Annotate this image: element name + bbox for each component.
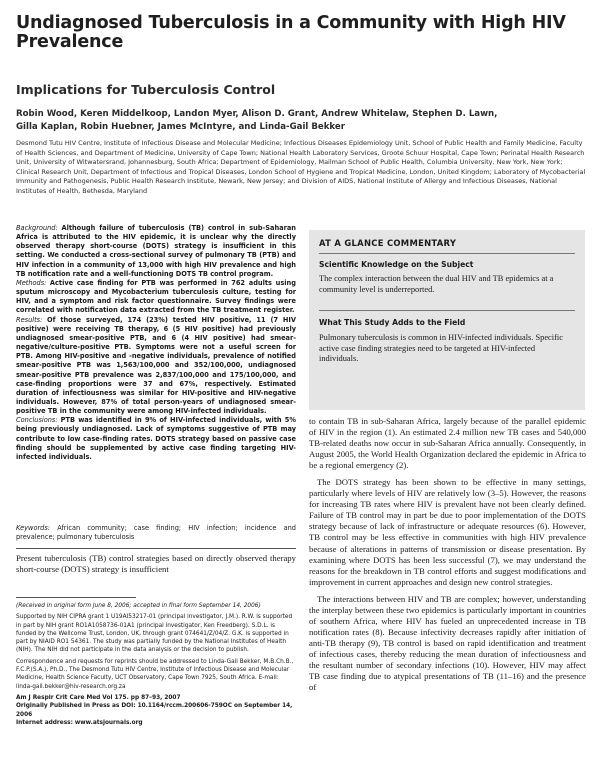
footnotes — [16, 602, 296, 727]
keywords-text: African community; case finding; HIV infection; incidence and prevalence; pulmonary tuberculosis — [16, 524, 296, 542]
methods-text: Active case finding for PTB was performed in 762 adults using sputum microscopy and Mycobacterium tuberculosis culture, testing for HIV, and a symptom and risk factor questionnaire. Survey findings were correlated with notification data extracted from the TB treatment register. — [16, 278, 296, 315]
at-a-glance-box — [309, 230, 585, 410]
glance-subheading-2: What This Study Adds to the Field — [319, 318, 466, 327]
abstract-methods — [16, 279, 296, 316]
body-paragraph-3: The interactions between HIV and TB are complex; however, understanding the interplay between these two epidemics is particularly important in countries of southern Africa, where HIV has fueled an unprecedented increase in TB notification rates (8). Because infectivity decreases rapidly after initiation of anti-TB therapy (9), TB control is based on rapid identification and treatment of infectious cases, thereby reducing the mean duration of infectiousness and the resultant number of secondary infections (10). However, HIV may affect TB case finding due to atypical presentations of TB (11–16) and the presence of — [309, 593, 586, 693]
glance-text-2: Pulmonary tuberculosis is common in HIV-infected individuals. Specific active case finding strategies need to be targeted at HIV-infected individuals. — [319, 333, 563, 364]
keywords — [16, 524, 296, 542]
abstract-conclusions — [16, 416, 296, 462]
glance-divider-1 — [319, 253, 575, 254]
abstract — [16, 224, 296, 462]
abstract-background — [16, 224, 296, 279]
footnote-divider — [16, 597, 136, 598]
funding-note: Supported by NIH CIPRA grant 1 U19AI53217-01 (principal investigator, J.M.). R.W. is supported in part by NIH grant RO1A1058736-01A1 (principal investigator, Ken Freedberg). S.D.L. is funded by the Wellcome Trust, London, UK, through grant 074641/Z/04/Z. G.K. is supported in part by NIAID RO1 54361. The study was partially funded by the National Institutes of Health (NIH). The NIH did not participate in the data analysis or the decision to publish. — [16, 614, 293, 654]
doi-note: Originally Published in Press as DOI: 10.1164/rccm.200606-759OC on September 14, 2006 — [16, 703, 293, 718]
divider-keywords — [16, 548, 296, 549]
keywords-label: Keywords: — [16, 524, 51, 532]
background-label: Background: — [16, 224, 58, 232]
glance-text-1: The complex interaction between the dual HIV and TB epidemics at a community level is underreported. — [319, 274, 554, 294]
journal-citation: Am J Respir Crit Care Med Vol 175. pp 87–93, 2007 — [16, 694, 181, 701]
body-paragraph-1: to contain TB in sub-Saharan Africa, largely because of the parallel epidemic of HIV in the region (1). An estimated 2.4 million new TB cases and 540,000 TB-related deaths now occur in sub-Saharan Africa annually. Consequently, in August 2005, the World Health Organization declared the epidemic in Africa to be a regional emergency (2). — [309, 416, 586, 471]
methods-label: Methods: — [16, 278, 47, 287]
glance-subheading-1: Scientific Knowledge on the Subject — [319, 260, 474, 269]
results-label: Results: — [16, 315, 43, 324]
glance-divider-2 — [319, 310, 575, 311]
results-text: Of those surveyed, 174 (23%) tested HIV positive, 11 (7 HIV positive) were receiving TB therapy, 6 (5 HIV positive) had previously undiagnosed smear-positive PTB, and 6 (4 HIV positive) had smear-negative/culture-positive PTB. Symptoms were not a useful screen for PTB. Among HIV-positive and -negative individuals, prevalence of notified smear-positive PTB was 1,563/100,000 and 352/100,000, undiagnosed smear-positive PTB prevalence was 2,837/100,000 and 175/100,000, and case-finding proportions were 37 and 67%, respectively. Estimated duration of infectiousness was similar for HIV-positive and HIV-negative individuals. However, 87% of total person-years of undiagnosed smear-positive TB in the community were among HIV-infected individuals. — [16, 315, 296, 416]
received-dates: (Received in original form June 8, 2006; accepted in final form September 14, 2006) — [16, 603, 261, 609]
body-paragraph-2: The DOTS strategy has been shown to be effective in many settings, particularly where levels of HIV are relatively low (3–5). However, the reasons for increasing TB rates where HIV is prevalent have not been clearly defined. Failure of TB control may in part be due to poor implementation of the DOTS strategy because of lack of infrastructure or adequate resources (6). However, TB control may be less effective in communities with high HIV prevalence because of alterations in patterns of transmission or disease presentation. By examining where DOTS has been less successful (7), we may understand the reasons for the breakdown in TB control efforts and suggest modifications and improvement in current approaches and design new control strategies. — [309, 477, 586, 587]
affiliations: Desmond Tutu HIV Centre, Institute of Infectious Disease and Molecular Medicine; Infectious Diseases Epidemiology Unit, School of Public Health and Family Medicine, Faculty of Health Sciences, and Department of Medicine, University of Cape Town; National Health Laboratory Services, Groote Schuur Hospital, Cape Town; Perinatal Health Research Unit, University of Witwatersrand, Johannesburg, South Africa; Department of Epidemiology, Mailman School of Public Health, Columbia University, New York, New York; Clinical Research Unit, Department of Infectious and Tropical Diseases, London School of Hygiene and Tropical Medicine, London, United Kingdom; Laboratory of Mycobacterial Immunity and Pathogenesis, Public Health Research Institute, Newark, New Jersey; and Division of AIDS, National Institute of Allergy and Infectious Diseases, National Institutes of Health, Bethesda, Maryland — [16, 139, 586, 195]
correspondence-note: Correspondence and requests for reprints should be addressed to Linda-Gail Bekker, M.B.Ch.B., F.C.P.(S.A.), Ph.D., The Desmond Tutu HIV Centre, Institute of Infectious Disease and Molecular Medicine, Health Science Faculty, UCT Observatory, Cape Town 7925, South Africa. E-mail: linda-gail.bekker@hiv-research.org.za — [16, 658, 294, 690]
internet-address: Internet address: www.atsjournals.org — [16, 719, 143, 726]
background-text: Although failure of tuberculosis (TB) control in sub-Saharan Africa is attributed to the HIV epidemic, it is unclear why the directly observed therapy short-course (DOTS) strategy is insufficient in this setting. We conducted a cross-sectional survey of pulmonary TB (PTB) and HIV infection in a community of 13,000 with high HIV prevalence and high TB notification rate and a well-functioning DOTS TB control program. — [16, 224, 296, 278]
body-text-right — [309, 416, 586, 699]
authors-line-2: Gilla Kaplan, Robin Huebner, James McIntyre, and Linda-Gail Bekker — [16, 122, 345, 132]
authors-line-1: Robin Wood, Keren Middelkoop, Landon Myer, Alison D. Grant, Andrew Whitelaw, Stephen D. Lawn, — [16, 109, 498, 119]
intro-paragraph-start: Present tuberculosis (TB) control strategies based on directly observed therapy short-course (DOTS) strategy is insufficient — [16, 553, 296, 575]
conclusions-text: PTB was identified in 9% of HIV-infected individuals, with 5% being previously undiagnosed. Lack of symptoms suggestive of PTB may contribute to low case-finding rates. DOTS strategy based on passive case finding should be supplemented by active case finding targeting HIV-infected individuals. — [16, 416, 296, 461]
author-list — [16, 108, 586, 134]
article-subtitle: Implications for Tuberculosis Control — [16, 82, 276, 97]
conclusions-label: Conclusions: — [16, 416, 58, 425]
article-title: Undiagnosed Tuberculosis in a Community with High HIV Prevalence — [16, 13, 566, 52]
glance-heading: AT A GLANCE COMMENTARY — [319, 238, 457, 248]
abstract-results — [16, 316, 296, 417]
